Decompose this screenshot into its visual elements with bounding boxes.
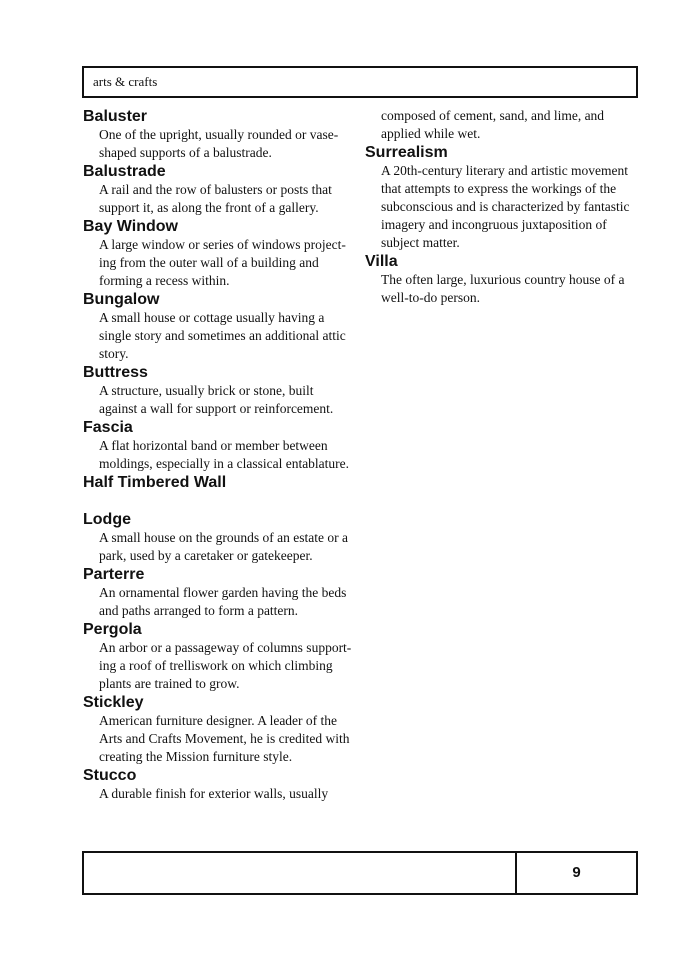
right-column bbox=[365, 107, 645, 307]
definition-line: support it, as along the front of a gallery. bbox=[99, 200, 319, 215]
glossary-entry bbox=[83, 565, 363, 620]
glossary-entry bbox=[83, 766, 363, 803]
glossary-entry bbox=[83, 620, 363, 693]
definition-line: A durable finish for exterior walls, usually bbox=[99, 786, 329, 801]
definition-line: A structure, usually brick or stone, built bbox=[99, 383, 314, 398]
definition-line: A 20th-century literary and artistic movement bbox=[381, 163, 629, 178]
glossary-entry bbox=[365, 143, 645, 252]
definition-line: well-to-do person. bbox=[381, 290, 480, 305]
glossary-term: Lodge bbox=[83, 511, 131, 528]
definition-line: applied while wet. bbox=[381, 126, 481, 141]
definition-line: A small house or cottage usually having a bbox=[99, 310, 325, 325]
definition-line bbox=[99, 492, 363, 510]
glossary-term: Half Timbered Wall bbox=[83, 474, 227, 491]
definition-line: subconscious and is characterized by fantastic bbox=[381, 199, 630, 214]
glossary-entry bbox=[83, 107, 363, 162]
definition-line: forming a recess within. bbox=[99, 273, 230, 288]
definition-line: A flat horizontal band or member between bbox=[99, 438, 328, 453]
definition-line: American furniture designer. A leader of the bbox=[99, 713, 338, 728]
glossary-definition bbox=[381, 107, 645, 143]
glossary-definition bbox=[99, 181, 363, 217]
definition-line: story. bbox=[99, 346, 129, 361]
definition-line: plants are trained to grow. bbox=[99, 676, 240, 691]
glossary-entry bbox=[83, 363, 363, 418]
glossary-entry bbox=[83, 418, 363, 473]
glossary-entry bbox=[83, 693, 363, 766]
definition-line: shaped supports of a balustrade. bbox=[99, 145, 272, 160]
definition-line: ing from the outer wall of a building and bbox=[99, 255, 319, 270]
header-title: arts & crafts bbox=[93, 74, 158, 89]
glossary-entry bbox=[365, 107, 645, 143]
glossary-definition bbox=[99, 437, 363, 473]
definition-line: imagery and incongruous juxtaposition of bbox=[381, 217, 607, 232]
definition-line: An ornamental flower garden having the beds bbox=[99, 585, 347, 600]
glossary-definition bbox=[381, 162, 645, 252]
glossary-term: Stickley bbox=[83, 694, 144, 711]
glossary-term: Balustrade bbox=[83, 163, 166, 180]
glossary-entry bbox=[83, 473, 363, 510]
glossary-entry bbox=[83, 510, 363, 565]
definition-line: A small house on the grounds of an estate or a bbox=[99, 530, 348, 545]
footer bbox=[82, 851, 638, 895]
glossary-definition bbox=[99, 785, 363, 803]
definition-line: Arts and Crafts Movement, he is credited with bbox=[99, 731, 350, 746]
glossary-term: Baluster bbox=[83, 108, 148, 125]
glossary-definition bbox=[99, 492, 363, 510]
definition-line: A large window or series of windows project- bbox=[99, 237, 346, 252]
glossary-term: Surrealism bbox=[365, 144, 448, 161]
running-header bbox=[82, 66, 638, 98]
glossary-definition bbox=[99, 584, 363, 620]
glossary-term: Bungalow bbox=[83, 291, 160, 308]
glossary-definition bbox=[99, 529, 363, 565]
glossary-term: Parterre bbox=[83, 566, 145, 583]
glossary-entry bbox=[83, 290, 363, 363]
glossary-term: Buttress bbox=[83, 364, 148, 381]
definition-line: park, used by a caretaker or gatekeeper. bbox=[99, 548, 313, 563]
glossary-entry bbox=[365, 252, 645, 307]
left-column bbox=[83, 107, 363, 803]
definition-line: subject matter. bbox=[381, 235, 460, 250]
page-number: 9 bbox=[572, 864, 581, 881]
glossary-definition bbox=[99, 639, 363, 693]
glossary-entry bbox=[83, 217, 363, 290]
definition-line: that attempts to express the workings of the bbox=[381, 181, 617, 196]
glossary-term: Stucco bbox=[83, 767, 137, 784]
definition-line: ing a roof of trelliswork on which climbing bbox=[99, 658, 333, 673]
definition-line: composed of cement, sand, and lime, and bbox=[381, 108, 605, 123]
glossary-term: Villa bbox=[365, 253, 398, 270]
glossary-definition bbox=[99, 126, 363, 162]
definition-line: and paths arranged to form a pattern. bbox=[99, 603, 299, 618]
definition-line: An arbor or a passageway of columns support- bbox=[99, 640, 352, 655]
definition-line: against a wall for support or reinforcement. bbox=[99, 401, 334, 416]
glossary-term: Pergola bbox=[83, 621, 142, 638]
glossary-term: Fascia bbox=[83, 419, 133, 436]
glossary-definition bbox=[99, 712, 363, 766]
glossary-entry bbox=[83, 162, 363, 217]
definition-line: single story and sometimes an additional attic bbox=[99, 328, 346, 343]
glossary-definition bbox=[99, 236, 363, 290]
definition-line: One of the upright, usually rounded or vase- bbox=[99, 127, 339, 142]
definition-line: The often large, luxurious country house of a bbox=[381, 272, 625, 287]
glossary-definition bbox=[99, 382, 363, 418]
glossary-term: Bay Window bbox=[83, 218, 178, 235]
glossary-definition bbox=[99, 309, 363, 363]
glossary-definition bbox=[381, 271, 645, 307]
definition-line: creating the Mission furniture style. bbox=[99, 749, 293, 764]
definition-line: moldings, especially in a classical entablature. bbox=[99, 456, 350, 471]
definition-line: A rail and the row of balusters or posts that bbox=[99, 182, 332, 197]
